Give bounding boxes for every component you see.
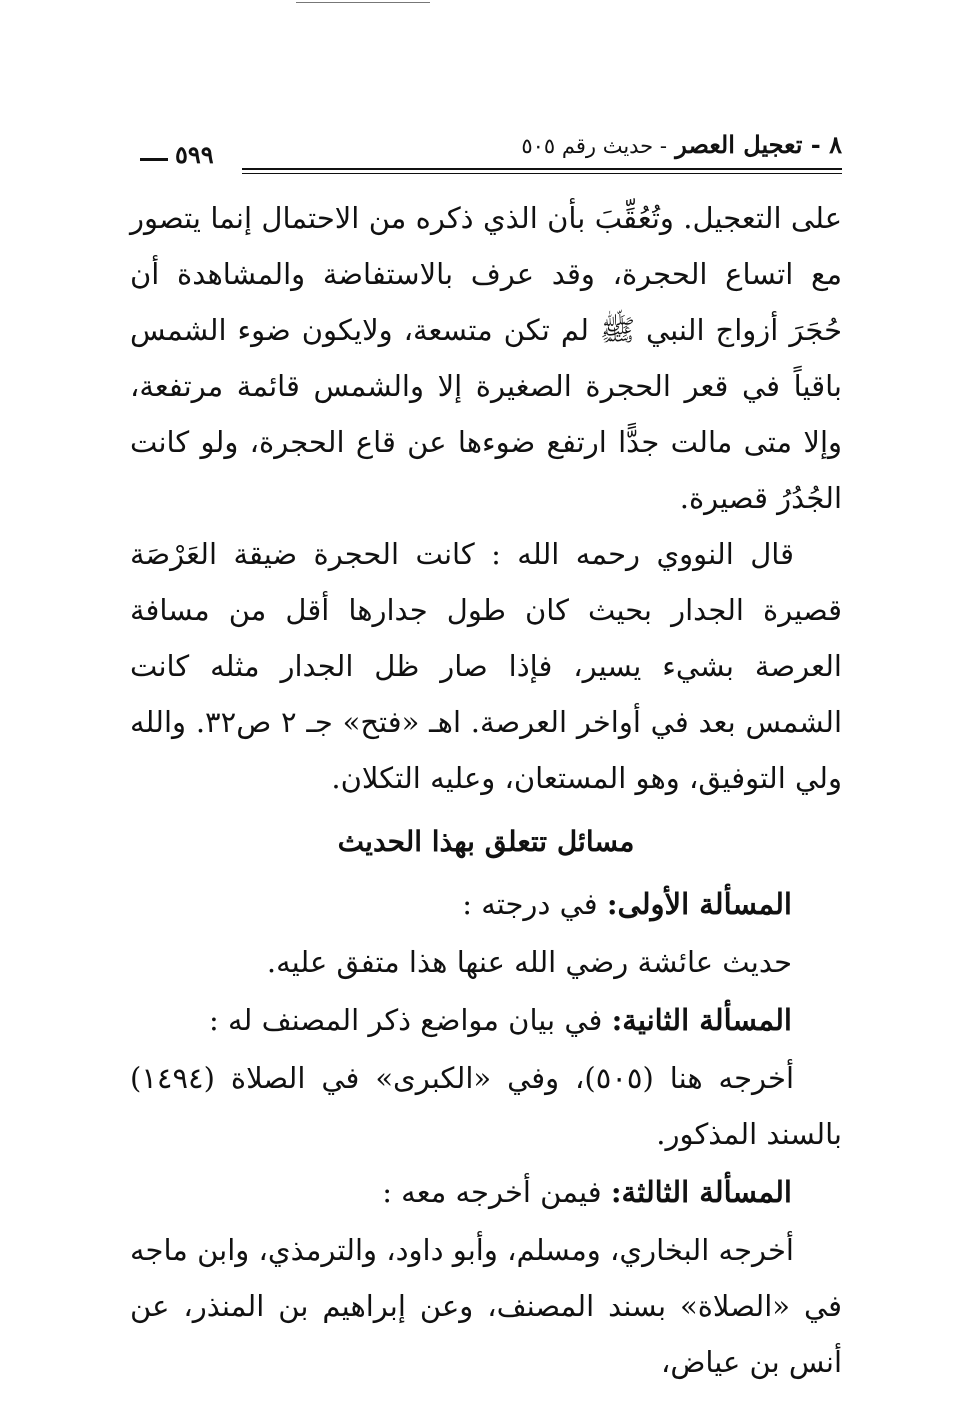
page-number: ٥٩٩	[175, 140, 214, 169]
paragraph-2: قال النووي رحمه الله : كانت الحجرة ضيقة العَرْصَة قصيرة الجدار بحيث كان طول جدارها أقل من مسافة العرصة بشيء يسير، فإذا صار ظل الجدار مثله كانت الشمس بعد في أواخر العرصة. اهـ «فتح» جـ ٢ ص٣٢. والله ولي التوفيق، وهو المستعان، وعليه التكلان.	[130, 537, 843, 795]
issue-2-answer: أخرجه هنا (٥٠٥)، وفي «الكبرى» في الصلاة (١٤٩٤) بالسند المذكور.	[130, 1061, 842, 1151]
header-rule	[242, 168, 842, 170]
chapter-title	[521, 130, 842, 159]
paragraph-1: على التعجيل. وتُعُقِّبَ بأن الذي ذكره من الاحتمال إنما يتصور مع اتساع الحجرة، وقد عرف بالاستفاضة والمشاهدة أن حُجَرَ أزواج النبي ﷺ لم تكن متسعة، ولايكون ضوء الشمس باقياً في قعر الحجرة الصغيرة إلا والشمس قائمة مرتفعة، وإلا متى مالت جدًّا ارتفع ضوءها عن قاع الحجرة، ولو كانت الجُدُرُ قصيرة.	[130, 201, 843, 515]
issue-3-answer: أخرجه البخاري، ومسلم، وأبو داود، والترمذي، وابن ماجه في «الصلاة» بسند المصنف، وعن إبراهيم بن المنذر، عن أنس بن عياض،	[130, 1233, 842, 1379]
issue-1-topic: في درجته :	[462, 887, 598, 921]
page-number-dash	[140, 158, 168, 161]
issue-1-label: المسألة الأولى:	[606, 887, 792, 921]
header-rule-thin	[242, 173, 842, 174]
issue-1-title	[130, 876, 842, 932]
issue-3-title	[130, 1164, 842, 1220]
page-body	[130, 190, 842, 1390]
issue-1-answer: حديث عائشة رضي الله عنها هذا متفق عليه.	[266, 945, 792, 979]
section-heading: مسائل تتعلق بهذا الحديث	[337, 825, 635, 858]
hadith-number-label: - حديث رقم ٥٠٥	[521, 134, 667, 158]
top-rule	[296, 2, 430, 3]
issue-3-topic: فيمن أخرجه معه :	[382, 1175, 602, 1209]
issue-2-title	[130, 992, 842, 1048]
issue-2-topic: في بيان مواضع ذكر المصنف له :	[208, 1003, 603, 1037]
issue-2-label: المسألة الثانية:	[611, 1003, 792, 1037]
issue-3-label: المسألة الثالثة:	[610, 1175, 792, 1209]
chapter-title-text: ٨ - تعجيل العصر	[675, 130, 842, 159]
page-header	[130, 126, 842, 182]
